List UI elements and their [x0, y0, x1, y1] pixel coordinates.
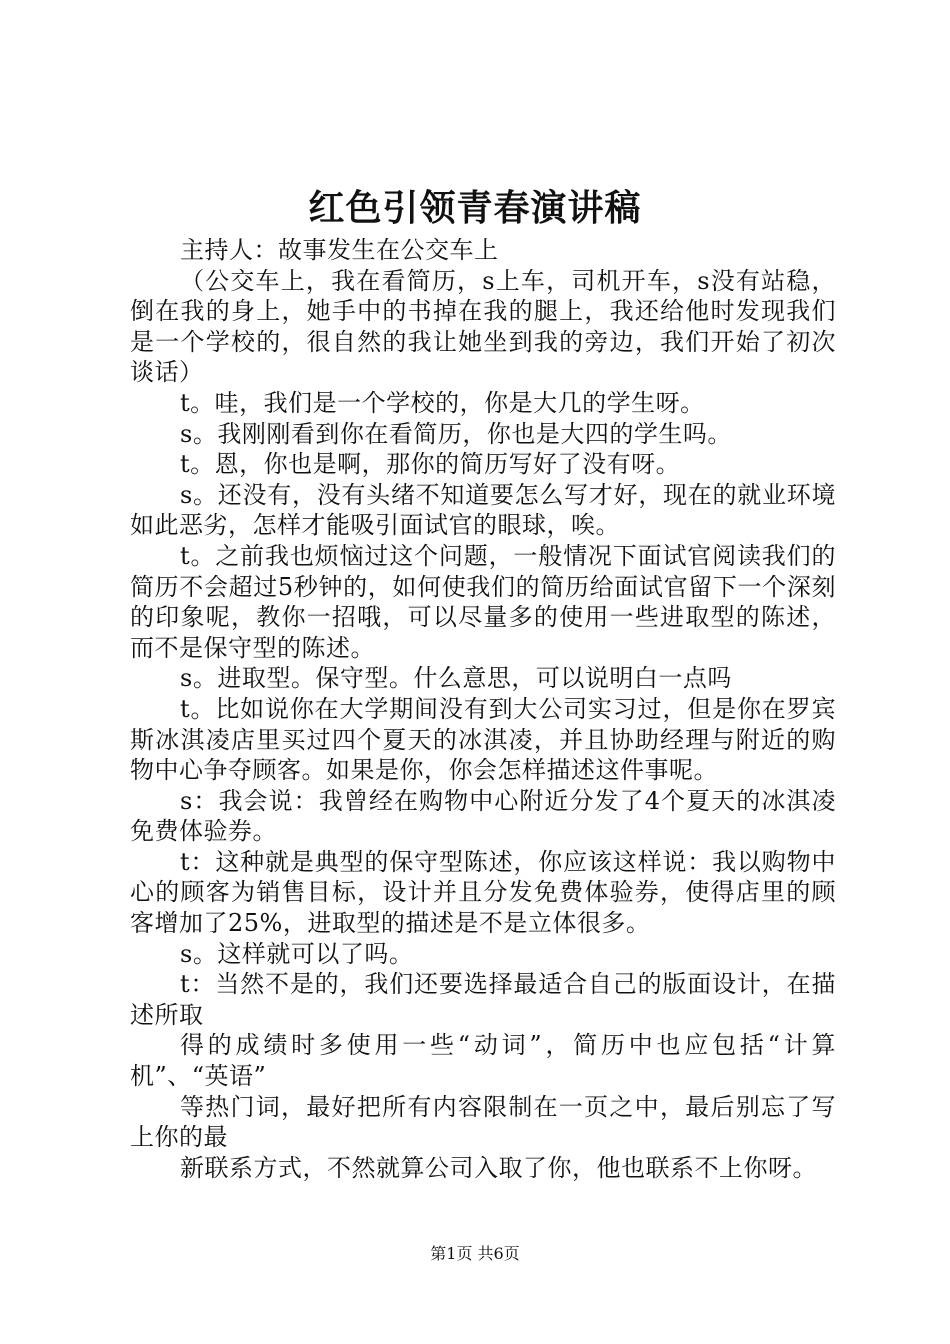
paragraph: t。之前我也烦恼过这个问题，一般情况下面试官阅读我们的简历不会超过5秒钟的，如何使我们的简历给面试官留下一个深刻的印象呢，教你一招哦，可以尽量多的使用一些进取型的陈述，而不是保守型的陈述。 [130, 541, 836, 662]
paragraph: 新联系方式，不然就算公司入取了你，他也联系不上你呀。 [180, 1153, 817, 1182]
paragraph: t：这种就是典型的保守型陈述，你应该这样说：我以购物中心的顾客为销售目标，设计并且分发免费体验券，使得店里的顾客增加了25%，进取型的描述是不是立体很多。 [130, 847, 836, 938]
paragraph: s。这样就可以了吗。 [180, 939, 414, 968]
paragraph: 得的成绩时多使用一些“动词”，简历中也应包括“计算机”、“英语” [130, 1031, 836, 1091]
document-body [130, 235, 836, 1183]
paragraph: 主持人：故事发生在公交车上 [180, 236, 499, 264]
paragraph: s：我会说：我曾经在购物中心附近分发了4个夏天的冰淇凌免费体验券。 [130, 786, 836, 846]
paragraph: s。我刚刚看到你在看简历，你也是大四的学生吗。 [180, 419, 732, 448]
page-footer: 第1页 共6页 [430, 1244, 520, 1263]
paragraph: 等热门词，最好把所有内容限制在一页之中，最后别忘了写上你的最 [130, 1092, 836, 1152]
paragraph: t。比如说你在大学期间没有到大公司实习过，但是你在罗宾斯冰淇凌店里买过四个夏天的冰淇凌，并且协助经理与附近的购物中心争夺顾客。如果是你，你会怎样描述这件事呢。 [130, 694, 836, 785]
paragraph: s。还没有，没有头绪不知道要怎么写才好，现在的就业环境如此恶劣，怎样才能吸引面试官的眼球，唉。 [130, 480, 836, 540]
paragraph: t。哇，我们是一个学校的，你是大几的学生呀。 [180, 388, 705, 417]
document-title: 红色引领青春演讲稿 [308, 187, 642, 229]
paragraph: t。恩，你也是啊，那你的简历写好了没有呀。 [180, 450, 681, 479]
paragraph: s。进取型。保守型。什么意思，可以说明白一点吗 [180, 664, 732, 693]
paragraph: （公交车上，我在看简历，s上车，司机开车，s没有站稳，倒在我的身上，她手中的书掉在我的腿上，我还给他时发现我们是一个学校的，很自然的我让她坐到我的旁边，我们开始了初次谈话） [130, 266, 836, 387]
paragraph: t：当然不是的，我们还要选择最适合自己的版面设计，在描述所取 [130, 970, 836, 1029]
